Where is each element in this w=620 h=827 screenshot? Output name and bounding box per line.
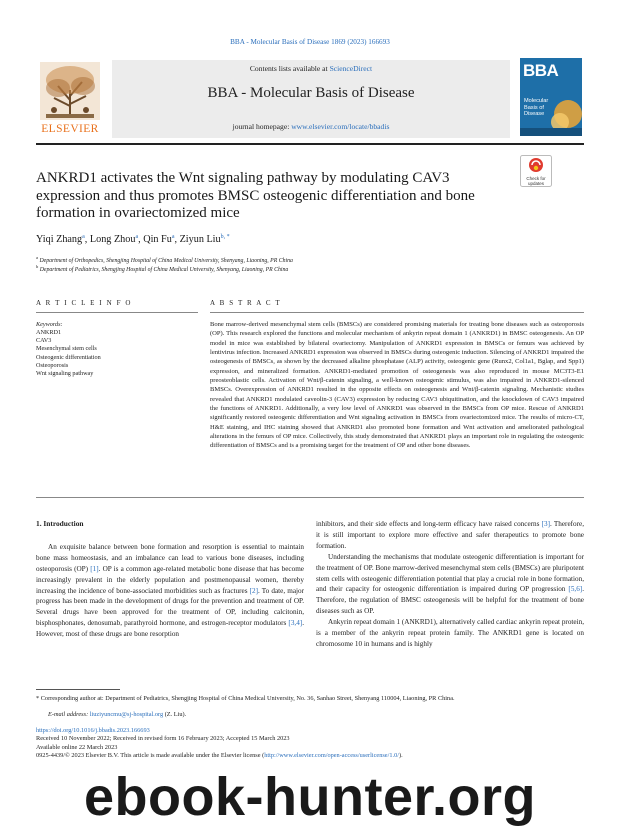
title-line: expression and thus promotes BMSC osteogenic differentiation and bone bbox=[36, 187, 475, 204]
email-label: E-mail address: bbox=[48, 711, 90, 718]
available-online: Available online 22 March 2023 bbox=[36, 743, 118, 751]
email-link[interactable]: liuziyuncmu@sj-hospital.org bbox=[89, 711, 164, 718]
keywords-list bbox=[36, 329, 101, 378]
footnote-rule bbox=[36, 689, 120, 690]
article-info-heading: A R T I C L E I N F O bbox=[36, 299, 133, 307]
intro-left-column bbox=[36, 519, 304, 640]
author-affiliation-mark[interactable]: a bbox=[82, 234, 85, 240]
title-line: formation in ovariectomized mice bbox=[36, 205, 240, 221]
text-run: . OP is a common age-related metabolic bone disease that has become increasingly prevalent in the elderly population and postmenopausal women, thereby increasing the incidence of bone-associated morbidities such as fractures bbox=[36, 564, 304, 595]
author-name[interactable]: Ziyun Liu bbox=[179, 234, 221, 245]
doi-link[interactable]: https://doi.org/10.1016/j.bbadis.2023.166693 bbox=[36, 727, 150, 734]
contents-line bbox=[112, 64, 510, 73]
check-for-updates-label[interactable] bbox=[514, 176, 558, 186]
author-list: Yiqi Zhang$^a$, Long Zhou$^a$, Qin Fu$^a$, Ziyun Liu$^{b, *}$ bbox=[36, 234, 230, 245]
affiliation-mark: b bbox=[36, 264, 39, 269]
cover-line: Molecular bbox=[524, 98, 549, 104]
keyword-item: Osteogenic differentiation bbox=[36, 353, 101, 361]
keywords-label: Keywords: bbox=[36, 321, 63, 328]
citation-link[interactable]: [3] bbox=[541, 520, 551, 528]
author-name[interactable]: Yiqi Zhang bbox=[36, 234, 83, 245]
affiliation-mark: a bbox=[36, 255, 38, 260]
contents-prefix: Contents lists available at bbox=[249, 64, 330, 73]
section-heading: 1. Introduction bbox=[36, 519, 84, 528]
citation-link[interactable]: [1] bbox=[90, 564, 99, 573]
abstract-heading: A B S T R A C T bbox=[210, 299, 282, 307]
sciencedirect-link[interactable]: ScienceDirect bbox=[329, 64, 373, 73]
citation-link[interactable]: [3,4] bbox=[288, 619, 303, 628]
intro-paragraph-continued bbox=[316, 519, 584, 552]
cover-subtitle bbox=[524, 98, 548, 118]
text-run: inhibitors, and their side effects and long-term efficacy have raised concerns bbox=[316, 520, 542, 528]
intro-right-column bbox=[316, 519, 584, 650]
affiliation-text: Department of Orthopedics, Shengjing Hospital of China Medical University, Shenyang, Liaoning, PR China bbox=[39, 257, 293, 264]
header-rule bbox=[36, 143, 584, 145]
check-label-line: Check for bbox=[526, 176, 546, 181]
intro-paragraph-2 bbox=[316, 552, 584, 617]
text-run: . Therefore, the regulation of BMSC osteogenesis will be helpful for the treatment of bone diseases such as OP. bbox=[316, 585, 584, 616]
abstract-text: Bone marrow-derived mesenchymal stem cells (BMSCs) are considered promising materials for treating bone diseases such as osteoporosis (OP). This research explored the functions and molecular mechanism of ankyrin repeat domain 1 (ANKRD1) in BMSC osteogenesis. An OP model in mice was established by bilateral ovariectomy. Manipulation of ANKRD1 expression in BMSCs or femurs was achieved by lentivirus infection. Increased ANKRD1 expression was observed in BMSCs during osteogenic induction. Silencing of ANKRD1 impaired the osteogenesis of BMSCs, as shown by the decreased alkaline phosphatase (ALP) activity, osteogenic gene (Runx2, Col1a1, Bglap, and Spp1) expression, and mineralized formation. ANKRD1-mediated promotion of osteogenesis was also reproduced in mouse MC3T3-E1 preosteoblastic cells. Activation of Wnt/β-catenin signaling, a well-known osteogenic stimulus, was also impaired in ANKRD1-silenced BMSCs. Overexpression of ANKRD1 resulted in the opposite effects on osteogenesis and Wnt/β-catenin signaling. Mechanistic studies revealed that ANKRD1 modulated caveolin-3 (CAV3) expression by reducing CAV3 ubiquitination, and the knockdown of CAV3 impaired the functions of ANKRD1. Additionally, a very low level of ANKRD1 was observed in the BMSCs from OP mice. Rescue of ANKRD1 significantly restored osteogenic differentiation and Wnt signaling activation in BMSCs from ovariectomized mice. The results of micro-CT, H&E staining, and IHC staining showed that ANKRD1 also promoted bone formation and Wnt activation and ameliorated pathological alterations in the femurs of OP mice. Collectively, this study demonstrated that ANKRD1 plays an important role in regulating the osteogenic differentiation of BMSCs and is a promising target for the treatment of OP and other bone diseases. bbox=[210, 321, 584, 450]
journal-homepage-link[interactable]: www.elsevier.com/locate/bbadis bbox=[291, 122, 390, 131]
text-run: . However, most of these drugs are bone resorption bbox=[36, 619, 304, 639]
article-meta bbox=[36, 727, 584, 761]
affiliation-b bbox=[36, 264, 288, 273]
affiliation-a bbox=[36, 255, 293, 264]
license-text: 0925-4439/© 2023 Elsevier B.V. This article is made available under the Elsevier license ( bbox=[36, 752, 265, 760]
license-text-end: ). bbox=[398, 752, 403, 760]
intro-paragraph-3: Ankyrin repeat domain 1 (ANKRD1), alternatively called cardiac ankyrin repeat protein, is a member of the ankyrin repeat protein family. The ANKRD1 gene is located on chromosome 10 in humans and is highly bbox=[316, 618, 584, 648]
email-line bbox=[48, 711, 186, 718]
title-line: ANKRD1 activates the Wnt signaling pathway by modulating CAV3 bbox=[36, 170, 450, 186]
text-run: An exquisite balance between bone formation and resorption is essential to maintain bone mass homeostasis, and an imbalance can lead to various bone diseases, including osteoporosis (OP) bbox=[36, 542, 304, 573]
check-label-line: updates bbox=[527, 181, 544, 186]
homepage-prefix: journal homepage: bbox=[232, 122, 292, 131]
intro-paragraph-1 bbox=[36, 542, 304, 640]
corresponding-author-footnote: * Corresponding author at: Department of Pediatrics, Shengjing Hospital of China Medical University, No. 36, Sanhao Street, Shenyang 110004, Liaoning, PR China. bbox=[36, 695, 455, 702]
affiliation-text: Department of Pediatrics, Shengjing Hospital of China Medical University, Shenyang, Liaoning, PR China bbox=[39, 266, 289, 273]
author-name[interactable]: Long Zhou bbox=[89, 234, 136, 245]
text-run: . To date, major progress has been made in the development of drugs for the prevention and treatment of OP. Several drugs have been approved for the treatment of OP, including calcitonin, bisphosphonates, denosumab, parathyroid hormone, and estrogen-receptor modulators bbox=[36, 586, 304, 628]
license-line bbox=[36, 752, 584, 760]
keyword-item: Wnt signaling pathway bbox=[36, 370, 94, 378]
text-run: Understanding the mechanisms that modulate osteogenic differentiation is important for the treatment of OP. Bone marrow-derived mesenchymal stem cells (BMSCs) are pluripotent stem cells with osteogenic differentiation potential that play a crucial role in bone formation, and their capacity for osteogenic differentiation is impaired during OP progression bbox=[316, 552, 584, 594]
publisher-name: ELSEVIER bbox=[41, 123, 99, 135]
citation-link[interactable]: [5,6] bbox=[568, 585, 583, 594]
author-affiliation-mark[interactable]: b, * bbox=[220, 234, 230, 240]
cover-line: Disease bbox=[524, 111, 545, 117]
journal-cover-image bbox=[520, 58, 582, 136]
email-suffix: (Z. Liu). bbox=[163, 711, 187, 718]
keyword-item: Mesenchymal stem cells bbox=[36, 345, 97, 353]
keyword-item: ANKRD1 bbox=[36, 329, 62, 336]
cover-big-letters: BBA bbox=[523, 61, 559, 80]
keyword-item: CAV3 bbox=[36, 337, 52, 345]
journal-title: BBA - Molecular Basis of Disease bbox=[207, 85, 415, 101]
cover-line: Basis of bbox=[524, 104, 544, 111]
author-affiliation-mark[interactable]: a bbox=[135, 234, 139, 240]
journal-homepage-line bbox=[112, 122, 510, 131]
watermark-text: ebook-hunter.org bbox=[84, 767, 536, 827]
author-name[interactable]: Qin Fu bbox=[143, 234, 172, 245]
received-dates: Received 10 November 2022; Received in revised form 16 February 2023; Accepted 15 March 2023 bbox=[36, 735, 290, 743]
license-link[interactable]: http://www.elsevier.com/open-access/userlicense/1.0/ bbox=[264, 752, 399, 760]
abstract-rule bbox=[210, 312, 584, 313]
author-affiliation-mark[interactable]: a bbox=[171, 234, 175, 240]
text-run: . Therefore, it is still important to explore more effective and safer therapeutics to promote bone formation. bbox=[316, 520, 585, 550]
keyword-item: Osteoporosis bbox=[36, 361, 69, 369]
article-info-rule bbox=[36, 312, 198, 313]
abstract-bottom-rule bbox=[36, 497, 584, 498]
article-title bbox=[36, 170, 506, 223]
running-head[interactable]: BBA - Molecular Basis of Disease 1869 (2023) 166693 bbox=[230, 38, 390, 46]
citation-link[interactable]: [2] bbox=[249, 586, 259, 595]
